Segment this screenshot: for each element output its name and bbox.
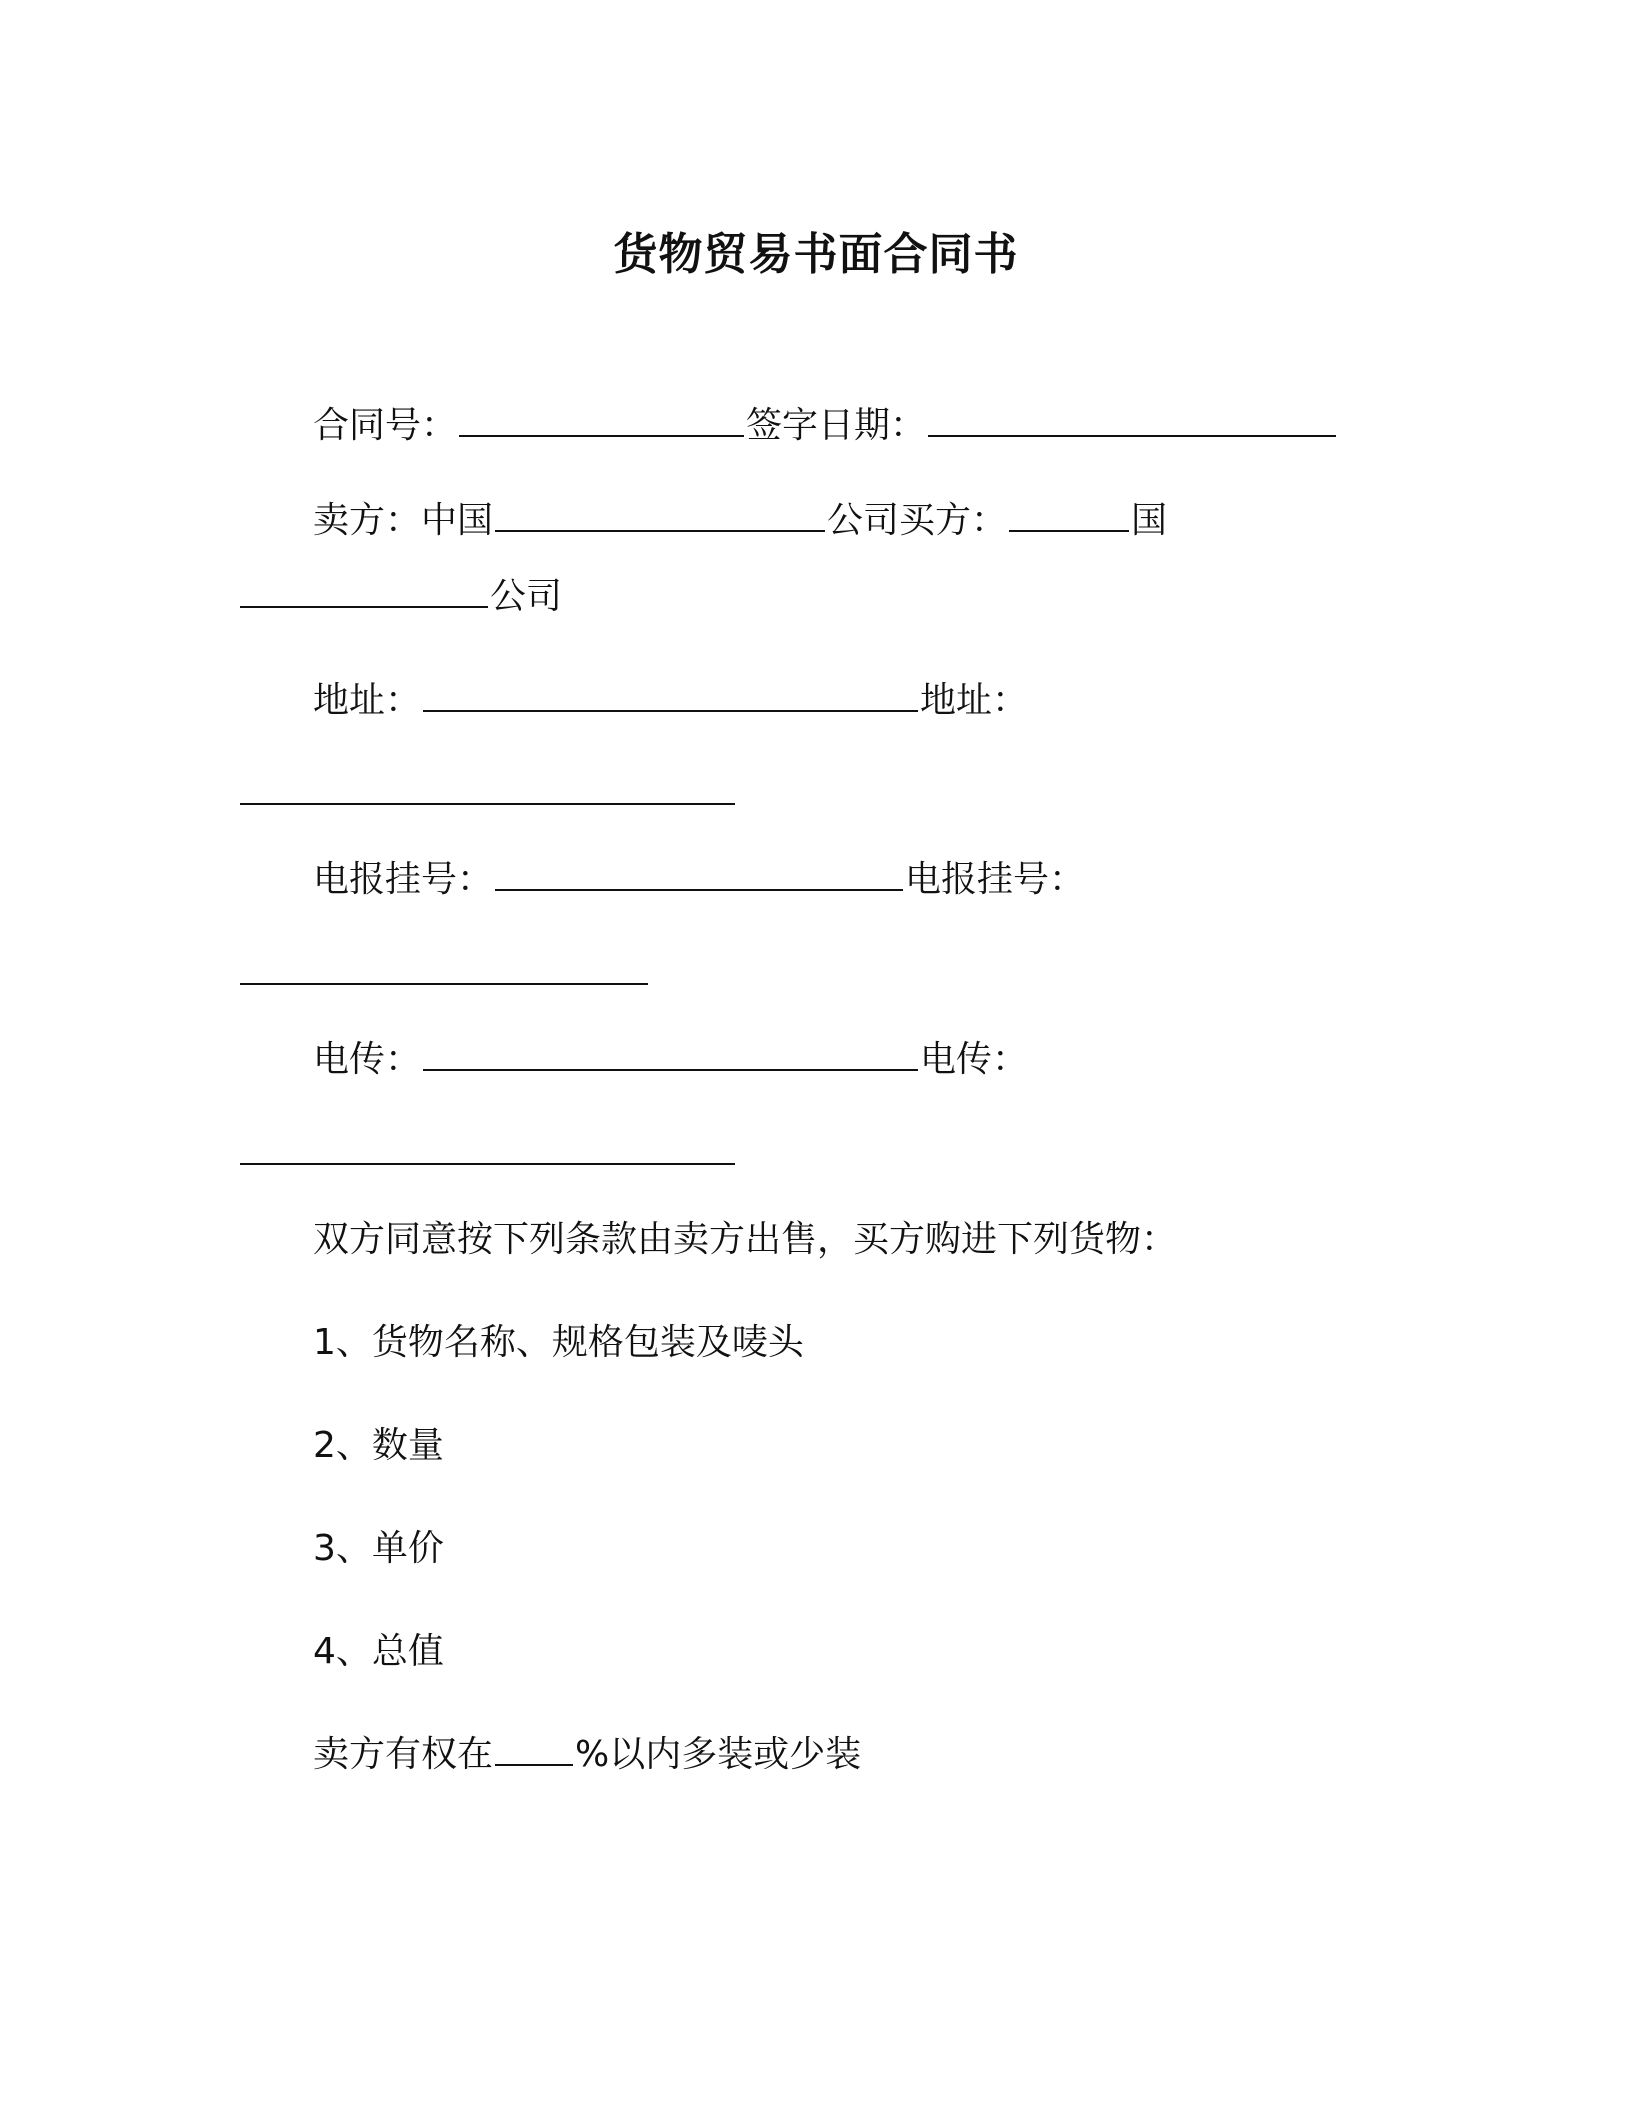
buyer-address-label: 地址： <box>920 680 1029 721</box>
tolerance-blank <box>495 1734 573 1766</box>
seller-fax-blank <box>423 1039 918 1071</box>
seller-address-label: 地址： <box>313 680 422 721</box>
seller-telegram-blank <box>495 859 903 891</box>
address-line-continued <box>240 770 737 818</box>
address-line <box>313 677 1028 725</box>
agreement-text: 双方同意按下列条款由卖方出售，买方购进下列货物： <box>313 1219 1178 1260</box>
buyer-telegram-blank <box>240 953 648 985</box>
buyer-country-blank <box>1009 500 1129 532</box>
seller-company-blank <box>495 500 825 532</box>
company-label: 公司 <box>490 576 563 617</box>
seller-fax-label: 电传： <box>313 1039 422 1080</box>
sign-date-label: 签字日期： <box>746 405 927 446</box>
clause-2: 2、数量 <box>313 1425 444 1466</box>
company-buyer-label: 公司买方： <box>827 500 1008 541</box>
buyer-company-blank <box>240 576 488 608</box>
seller-telegram-label: 电报挂号： <box>313 859 494 900</box>
fax-line-continued <box>240 1130 737 1178</box>
telegram-line-continued <box>240 950 650 998</box>
sign-date-blank <box>928 405 1336 437</box>
contract-number-line <box>313 402 1338 450</box>
tolerance-suffix: %以内多装或少装 <box>575 1734 862 1775</box>
seller-label: 卖方：中国 <box>313 500 494 541</box>
clause-4: 4、总值 <box>313 1631 444 1672</box>
fax-line <box>313 1036 1028 1084</box>
buyer-fax-blank <box>240 1133 735 1165</box>
tolerance-line <box>313 1731 861 1779</box>
buyer-telegram-label: 电报挂号： <box>905 859 1086 900</box>
clause-3: 3、单价 <box>313 1528 444 1569</box>
buyer-address-blank <box>240 773 735 805</box>
telegram-line <box>313 856 1085 904</box>
contract-number-label: 合同号： <box>313 405 458 446</box>
clause-1: 1、货物名称、规格包装及唛头 <box>313 1322 804 1363</box>
buyer-fax-label: 电传： <box>920 1039 1029 1080</box>
contract-number-blank <box>459 405 744 437</box>
seller-address-blank <box>423 680 918 712</box>
document-title: 货物贸易书面合同书 <box>613 229 1019 280</box>
country-label: 国 <box>1131 500 1168 541</box>
tolerance-prefix: 卖方有权在 <box>313 1734 494 1775</box>
parties-line-continued <box>240 573 562 621</box>
parties-line <box>313 497 1167 545</box>
